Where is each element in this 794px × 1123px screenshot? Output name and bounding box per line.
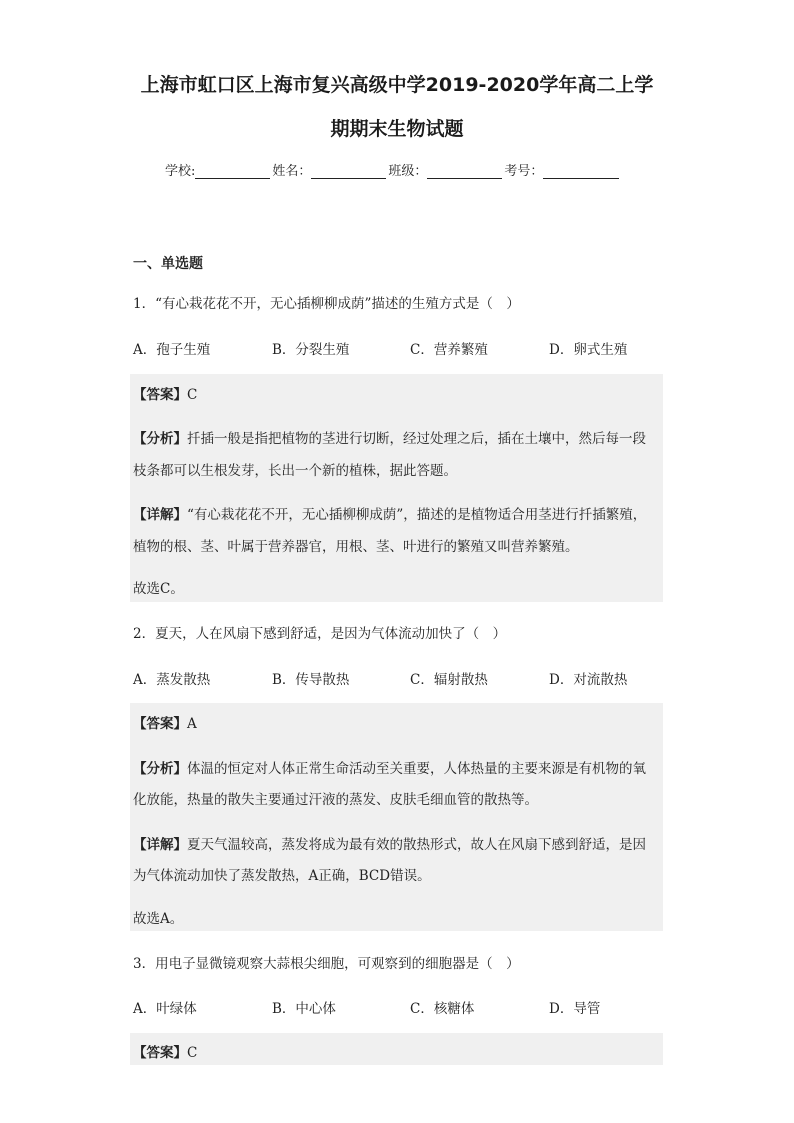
option-d: D．卵式生殖 <box>549 342 628 358</box>
option-c: C．营养繁殖 <box>410 342 488 358</box>
answer-value: C <box>187 387 198 403</box>
exam-no-blank[interactable] <box>543 164 619 179</box>
school-label: 学校: <box>165 164 196 179</box>
analysis-row-1: 【分析】扦插一般是指把植物的茎进行切断，经过处理之后，插在土壤中，然后每一段 <box>133 431 646 447</box>
option-b: B．分裂生殖 <box>272 342 350 358</box>
option-a: A．叶绿体 <box>133 1001 197 1017</box>
question-1-stem: 1．“有心栽花花不开，无心插柳柳成荫”描述的生殖方式是（ ） <box>133 296 520 312</box>
analysis-row-1: 【分析】体温的恒定对人体正常生命活动至关重要，人体热量的主要来源是有机物的氧 <box>133 761 646 777</box>
conclusion-row: 故选C。 <box>133 581 184 597</box>
exam-title-line2: 期期末生物试题 <box>330 118 464 140</box>
detail-row-1: 【详解】“有心栽花花不开，无心插柳柳成荫”，描述的是植物适合用茎进行扦插繁殖， <box>133 507 647 523</box>
analysis-row-2: 化放能，热量的散失主要通过汗液的蒸发、皮肤毛细血管的散热等。 <box>133 792 538 808</box>
answer-value: A <box>187 716 197 732</box>
exam-title-line1: 上海市虹口区上海市复兴高级中学2019-2020学年高二上学 <box>140 74 654 96</box>
option-d: D．导管 <box>549 1001 601 1017</box>
name-label: 姓名： <box>272 164 312 179</box>
option-a: A．蒸发散热 <box>133 672 211 688</box>
question-2-answer-block <box>130 703 663 931</box>
name-blank[interactable] <box>311 164 386 179</box>
class-blank[interactable] <box>427 164 502 179</box>
answer-row: 【答案】C <box>133 1045 198 1061</box>
detail-row-1: 【详解】夏天气温较高，蒸发将成为最有效的散热形式，故人在风扇下感到舒适，是因 <box>133 837 646 853</box>
question-1-answer-block <box>130 374 663 602</box>
question-3-answer-block <box>130 1033 663 1065</box>
detail-row-2: 植物的根、茎、叶属于营养器官，用根、茎、叶进行的繁殖又叫营养繁殖。 <box>133 539 579 555</box>
option-d: D．对流散热 <box>549 672 628 688</box>
class-label: 班级： <box>388 164 428 179</box>
question-3-stem: 3．用电子显微镜观察大蒜根尖细胞，可观察到的细胞器是（ ） <box>133 956 520 972</box>
section-heading: 一、单选题 <box>133 256 203 272</box>
answer-row: 【答案】C <box>133 387 198 403</box>
student-info <box>165 160 621 179</box>
option-c: C．核糖体 <box>410 1001 475 1017</box>
analysis-row-2: 枝条都可以生根发芽，长出一个新的植株，据此答题。 <box>133 463 457 479</box>
school-blank[interactable] <box>195 164 270 179</box>
option-b: B．中心体 <box>272 1001 336 1017</box>
detail-row-2: 为气体流动加快了蒸发散热，A正确，BCD错误。 <box>133 868 431 884</box>
conclusion-row: 故选A。 <box>133 911 184 927</box>
answer-value: C <box>187 1045 198 1061</box>
exam-no-label: 考号： <box>504 164 544 179</box>
option-c: C．辐射散热 <box>410 672 488 688</box>
option-b: B．传导散热 <box>272 672 350 688</box>
question-2-stem: 2．夏天，人在风扇下感到舒适，是因为气体流动加快了（ ） <box>133 626 507 642</box>
option-a: A．孢子生殖 <box>133 342 211 358</box>
answer-row: 【答案】A <box>133 716 197 732</box>
